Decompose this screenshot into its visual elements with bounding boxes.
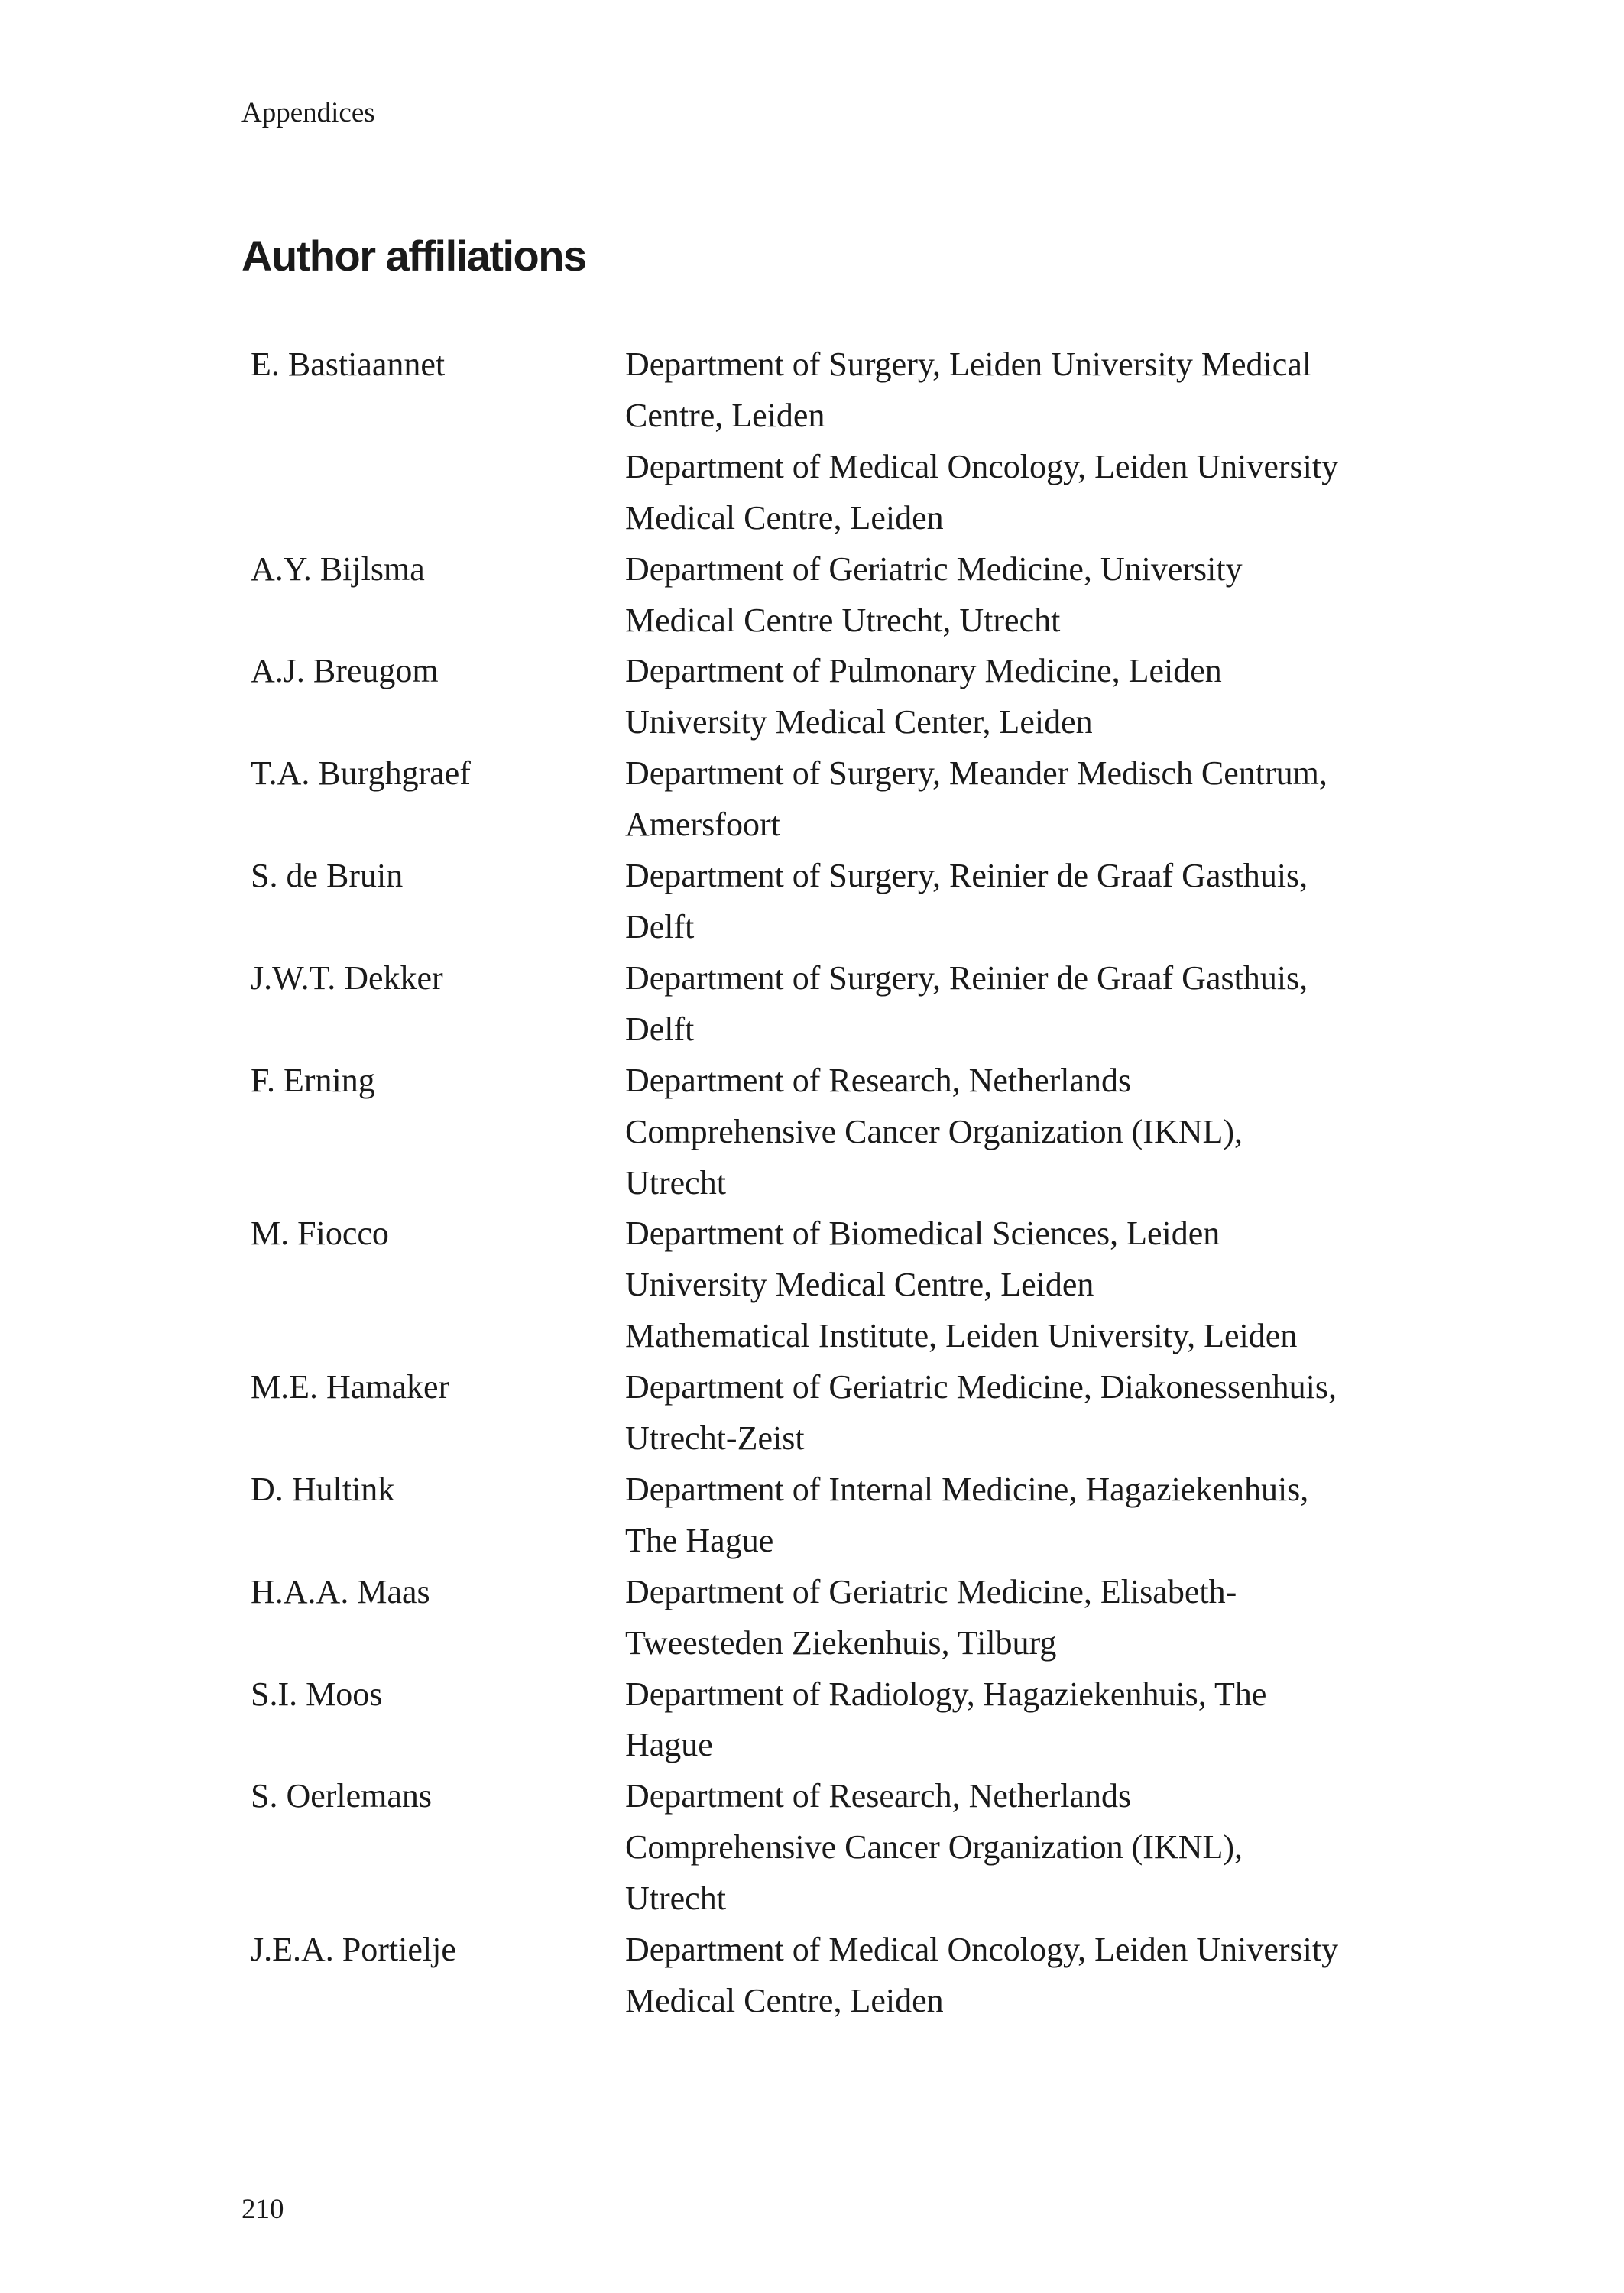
affiliation-line: Department of Internal Medicine, Hagaziekenhuis,	[625, 1470, 1309, 1508]
author-entry	[251, 339, 1412, 544]
affiliation-line: Comprehensive Cancer Organization (IKNL),	[625, 1828, 1243, 1867]
page-number: 210	[241, 2194, 284, 2225]
affiliation-line: Medical Centre Utrecht, Utrecht	[625, 601, 1061, 639]
affiliation-line: Delft	[625, 907, 695, 945]
affiliation-line: Utrecht-Zeist	[625, 1419, 805, 1458]
affiliation-line: Amersfoort	[625, 806, 780, 844]
author-entry	[251, 851, 1412, 953]
affiliation-line: Department of Surgery, Meander Medisch Centrum,	[625, 754, 1327, 793]
author-name: F. Erning	[251, 1061, 375, 1099]
affiliation-line: Department of Radiology, Hagaziekenhuis, The	[625, 1675, 1267, 1713]
author-entry	[251, 1362, 1412, 1464]
author-name: H.A.A. Maas	[251, 1572, 430, 1610]
affiliation-line: Department of Surgery, Leiden University Medical	[625, 345, 1312, 383]
affiliation	[625, 339, 1412, 442]
author-name: A.J. Breugom	[251, 652, 439, 690]
affiliation	[625, 1771, 1412, 1925]
affiliation-line: Centre, Leiden	[625, 396, 825, 434]
affiliation-list	[251, 339, 1412, 2027]
author-entry	[251, 1669, 1412, 1772]
author-affiliations	[625, 851, 1412, 953]
author-entry	[251, 1056, 1412, 1209]
affiliation-line: Department of Geriatric Medicine, University	[625, 550, 1243, 588]
running-head: Appendices	[241, 97, 375, 128]
author-name: J.W.T. Dekker	[251, 958, 443, 997]
author-affiliations	[625, 1208, 1412, 1362]
author-entry	[251, 953, 1412, 1056]
author-affiliations	[625, 953, 1412, 1056]
affiliation-line: Department of Medical Oncology, Leiden University	[625, 1931, 1339, 1969]
affiliation	[625, 1056, 1412, 1209]
author-entry	[251, 1208, 1412, 1362]
author-affiliations	[625, 1056, 1412, 1209]
author-affiliations	[625, 1464, 1412, 1567]
affiliation	[625, 1464, 1412, 1567]
affiliation-line: Hague	[625, 1726, 713, 1764]
author-name: S. Oerlemans	[251, 1777, 433, 1815]
author-entry	[251, 544, 1412, 647]
affiliation-line: Department of Research, Netherlands	[625, 1061, 1132, 1099]
affiliation	[625, 1567, 1412, 1669]
affiliation-line: Medical Centre, Leiden	[625, 1982, 944, 2019]
affiliation-line: Department of Surgery, Reinier de Graaf Gasthuis,	[625, 857, 1308, 895]
author-name: D. Hultink	[251, 1470, 395, 1508]
author-entry	[251, 1771, 1412, 1925]
author-affiliations	[625, 544, 1412, 647]
affiliation-line: Medical Centre, Leiden	[625, 498, 944, 537]
author-name: M.E. Hamaker	[251, 1368, 450, 1406]
affiliation-line: Department of Medical Oncology, Leiden University	[625, 447, 1339, 485]
affiliation	[625, 1311, 1412, 1362]
author-affiliations	[625, 339, 1412, 544]
author-affiliations	[625, 1669, 1412, 1772]
affiliation-line: Department of Geriatric Medicine, Diakonessenhuis,	[625, 1368, 1337, 1406]
author-affiliations	[625, 646, 1412, 748]
affiliation	[625, 1669, 1412, 1772]
affiliation	[625, 953, 1412, 1056]
affiliation	[625, 851, 1412, 953]
author-name: S. de Bruin	[251, 857, 404, 895]
page-title: Author affiliations	[241, 232, 586, 280]
affiliation-line: Delft	[625, 1010, 695, 1048]
affiliation	[625, 442, 1412, 544]
author-entry	[251, 1925, 1412, 2027]
affiliation	[625, 1925, 1412, 2027]
affiliation-line: Department of Surgery, Reinier de Graaf Gasthuis,	[625, 958, 1308, 997]
author-name: E. Bastiaannet	[251, 345, 446, 383]
author-name: J.E.A. Portielje	[251, 1931, 456, 1969]
affiliation	[625, 544, 1412, 647]
author-entry	[251, 1464, 1412, 1567]
affiliation	[625, 1208, 1412, 1311]
affiliation	[625, 1362, 1412, 1464]
affiliation-line: Utrecht	[625, 1163, 726, 1202]
affiliation-line: Utrecht	[625, 1879, 726, 1918]
author-affiliations	[625, 1362, 1412, 1464]
affiliation-line: The Hague	[625, 1521, 774, 1559]
author-affiliations	[625, 1925, 1412, 2027]
affiliation-line: Mathematical Institute, Leiden University, Leiden	[625, 1317, 1298, 1355]
author-affiliations	[625, 1567, 1412, 1669]
author-name: S.I. Moos	[251, 1675, 383, 1713]
affiliation-line: Department of Biomedical Sciences, Leiden	[625, 1215, 1220, 1253]
author-name: M. Fiocco	[251, 1215, 389, 1253]
author-entry	[251, 1567, 1412, 1669]
affiliation-line: Department of Geriatric Medicine, Elisabeth-	[625, 1572, 1237, 1610]
affiliation	[625, 646, 1412, 748]
affiliation-line: University Medical Center, Leiden	[625, 703, 1093, 741]
author-entry	[251, 748, 1412, 851]
affiliation-line: Department of Pulmonary Medicine, Leiden	[625, 652, 1222, 690]
author-entry	[251, 646, 1412, 748]
affiliation-line: University Medical Centre, Leiden	[625, 1266, 1094, 1304]
affiliation-line: Comprehensive Cancer Organization (IKNL),	[625, 1112, 1243, 1150]
author-name: A.Y. Bijlsma	[251, 550, 425, 588]
author-affiliations	[625, 748, 1412, 851]
author-name: T.A. Burghgraef	[251, 754, 471, 793]
affiliation-line: Department of Research, Netherlands	[625, 1777, 1132, 1815]
affiliation	[625, 748, 1412, 851]
author-affiliations	[625, 1771, 1412, 1925]
affiliation-line: Tweesteden Ziekenhuis, Tilburg	[625, 1623, 1057, 1662]
